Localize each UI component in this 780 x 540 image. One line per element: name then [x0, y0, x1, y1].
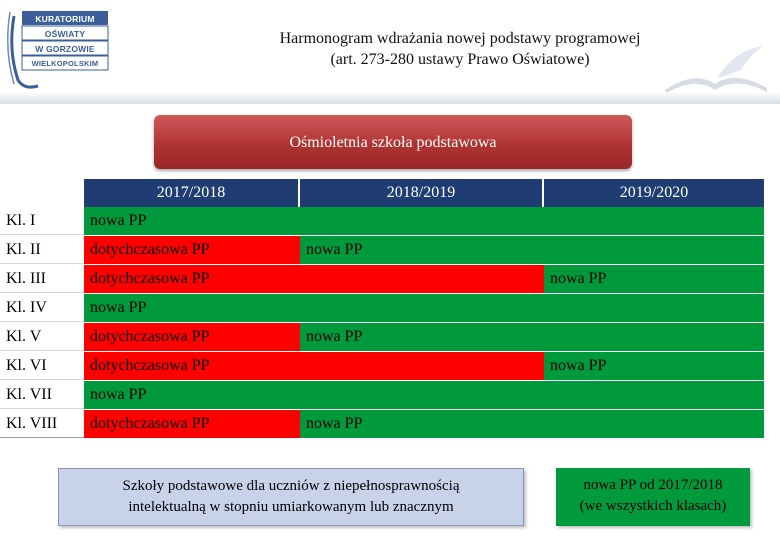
header — [0, 0, 780, 100]
row-label-kl-1: Kl. I — [0, 207, 84, 235]
row-label-kl-3: Kl. III — [0, 265, 84, 293]
special-schools-note — [58, 468, 524, 526]
title-line-1: Harmonogram wdrażania nowej podstawy programowej — [279, 30, 641, 47]
result-line-2: (we wszystkich klasach) — [579, 498, 727, 514]
row-label-kl-8: Kl. VIII — [0, 410, 84, 438]
year-header-3: 2019/2020 — [544, 179, 764, 207]
cell-kl-4-new: nowa PP — [84, 294, 764, 322]
row-label-kl-4: Kl. IV — [0, 294, 84, 322]
cell-kl-6-old: dotychczasowa PP — [84, 352, 544, 380]
special-schools-result — [556, 468, 750, 526]
row-label-kl-2: Kl. II — [0, 236, 84, 264]
kuratorium-logo — [4, 6, 124, 94]
cell-kl-1-new: nowa PP — [84, 207, 764, 235]
cell-kl-5-new: nowa PP — [300, 323, 764, 351]
logo-line-4: WIELKOPOLSKIM — [31, 59, 99, 68]
header-divider — [0, 92, 780, 104]
result-line-1: nowa PP od 2017/2018 — [583, 477, 723, 493]
row-label-kl-7: Kl. VII — [0, 381, 84, 409]
cell-kl-8-new: nowa PP — [300, 410, 764, 438]
school-type-banner: Ośmioletnia szkoła podstawowa — [154, 115, 632, 169]
cell-kl-8-old: dotychczasowa PP — [84, 410, 300, 438]
logo-line-1: KURATORIUM — [35, 14, 95, 24]
book-bird-watermark-icon — [655, 40, 775, 100]
title-line-2: (art. 273-280 ustawy Prawo Oświatowe) — [330, 51, 590, 68]
cell-kl-3-old: dotychczasowa PP — [84, 265, 544, 293]
note-line-2: intelektualną w stopniu umiarkowanym lub znacznym — [128, 499, 454, 515]
logo-line-2: OŚWIATY — [44, 29, 86, 39]
row-label-kl-6: Kl. VI — [0, 352, 84, 380]
year-header-1: 2017/2018 — [84, 179, 300, 207]
cell-kl-3-new: nowa PP — [544, 265, 764, 293]
note-line-1: Szkoły podstawowe dla uczniów z niepełnosprawnością — [122, 478, 460, 494]
row-label-kl-5: Kl. V — [0, 323, 84, 351]
cell-kl-2-new: nowa PP — [300, 236, 764, 264]
logo-line-3: W GORZOWIE — [35, 44, 95, 54]
cell-kl-2-old: dotychczasowa PP — [84, 236, 300, 264]
cell-kl-7-new: nowa PP — [84, 381, 764, 409]
cell-kl-6-new: nowa PP — [544, 352, 764, 380]
cell-kl-5-old: dotychczasowa PP — [84, 323, 300, 351]
year-header-2: 2018/2019 — [300, 179, 544, 207]
